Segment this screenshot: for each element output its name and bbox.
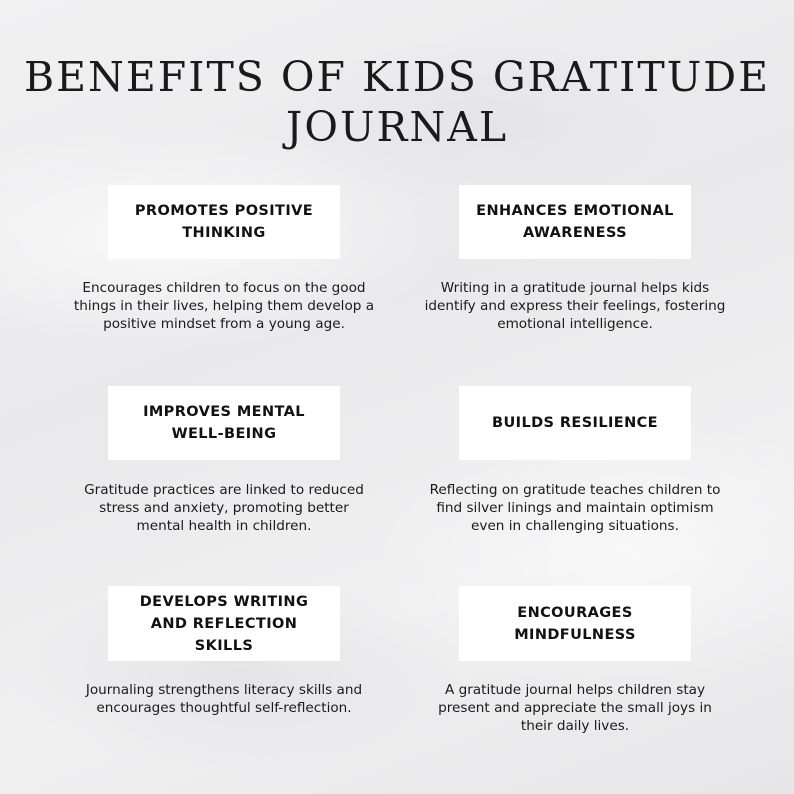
benefit-description-line: encourages thoughtful self-reflection. xyxy=(96,700,352,716)
benefit-description-line: Writing in a gratitude journal helps kids xyxy=(440,280,710,296)
benefit-description xyxy=(54,681,394,717)
benefit-description-line: identify and express their feelings, fostering xyxy=(424,298,726,314)
benefit-heading-box xyxy=(108,386,340,460)
benefit-heading-line: ENHANCES EMOTIONAL xyxy=(476,203,674,219)
benefit-heading-line: THINKING xyxy=(182,225,266,241)
benefit-heading-line: SKILLS xyxy=(194,637,254,654)
page-title xyxy=(0,52,794,152)
benefit-description xyxy=(405,279,745,333)
benefit-description xyxy=(54,279,394,333)
benefit-description-line: Encourages children to focus on the good xyxy=(82,280,366,296)
benefit-description-line: A gratitude journal helps children stay xyxy=(444,682,706,698)
benefit-description xyxy=(405,681,745,735)
benefit-description-line: present and appreciate the small joys in xyxy=(438,700,712,716)
benefit-heading-line: AND REFLECTION xyxy=(150,615,298,632)
benefit-description-line: Journaling strengthens literacy skills and xyxy=(85,682,363,698)
benefit-heading-line: AWARENESS xyxy=(522,225,628,241)
benefit-heading-line: MINDFULNESS xyxy=(514,626,636,643)
benefit-heading xyxy=(476,200,674,244)
benefit-heading-box xyxy=(108,586,340,661)
benefit-heading xyxy=(140,591,309,657)
benefit-description-line: even in challenging situations. xyxy=(471,518,679,534)
page-title-line-2: JOURNAL xyxy=(285,103,509,151)
benefit-description xyxy=(405,481,745,535)
benefit-heading-box xyxy=(459,185,691,259)
benefit-heading xyxy=(143,401,305,445)
benefit-heading xyxy=(135,200,313,244)
benefit-heading-box xyxy=(459,386,691,460)
benefit-description-line: stress and anxiety, promoting better xyxy=(99,500,349,516)
benefit-heading xyxy=(492,412,658,434)
benefit-heading-box xyxy=(459,586,691,661)
benefit-description-line: Gratitude practices are linked to reduced xyxy=(84,482,364,498)
benefit-description-line: positive mindset from a young age. xyxy=(103,316,345,332)
benefit-description-line: find silver linings and maintain optimism xyxy=(436,500,714,516)
benefit-heading-line: DEVELOPS WRITING xyxy=(139,593,309,610)
benefit-heading-line: ENCOURAGES xyxy=(517,604,633,621)
benefit-description-line: Reflecting on gratitude teaches children to xyxy=(429,482,721,498)
benefit-heading-line: BUILDS RESILIENCE xyxy=(492,415,658,431)
benefit-heading-box xyxy=(108,185,340,259)
benefit-description-line: things in their lives, helping them develop a xyxy=(73,298,375,314)
benefit-heading-line: PROMOTES POSITIVE xyxy=(134,203,314,219)
benefit-description-line: emotional intelligence. xyxy=(497,316,653,332)
benefit-heading xyxy=(514,602,636,646)
benefit-description-line: mental health in children. xyxy=(136,518,312,534)
benefit-heading-line: IMPROVES MENTAL xyxy=(143,404,305,420)
page-title-line-1: BENEFITS OF KIDS GRATITUDE xyxy=(23,53,771,101)
benefit-description xyxy=(54,481,394,535)
benefit-heading-line: WELL-BEING xyxy=(171,426,277,442)
benefit-description-line: their daily lives. xyxy=(520,718,630,734)
